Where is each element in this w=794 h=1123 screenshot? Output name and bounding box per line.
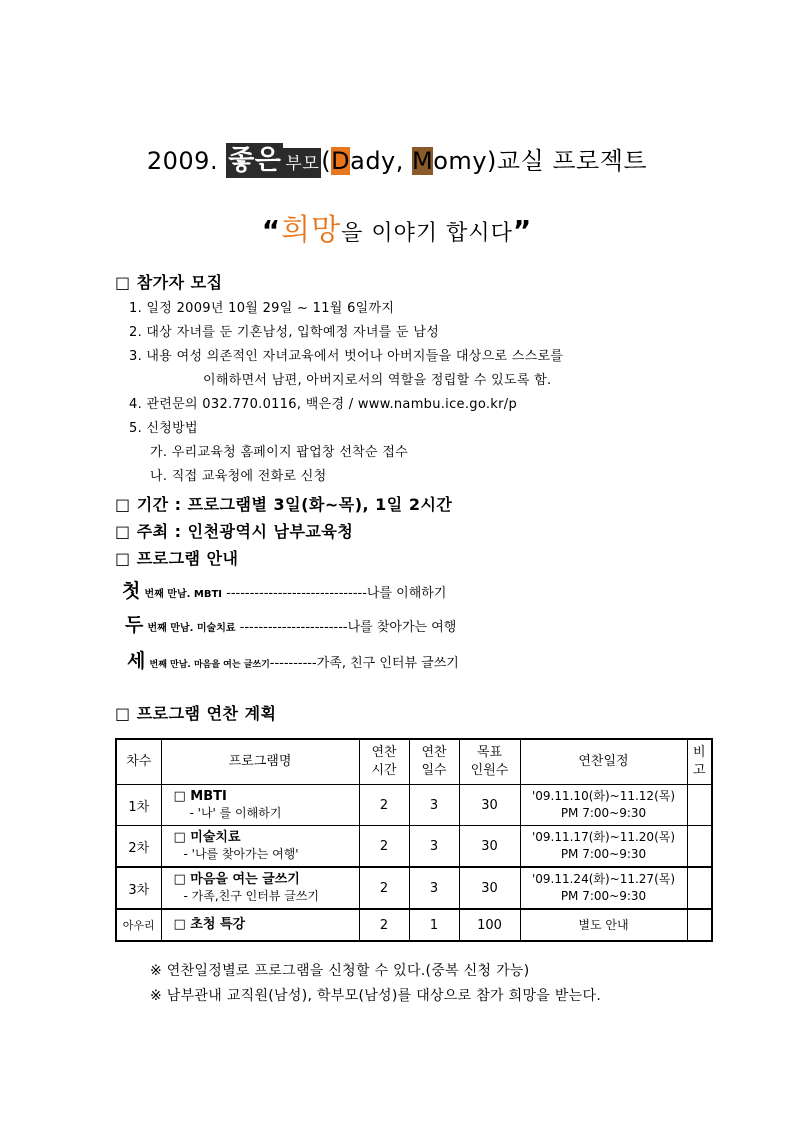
cell-round: 3차 [116,867,161,909]
cell-target: 30 [459,867,520,909]
cell-round: 2차 [116,826,161,868]
schedule-date: '09.11.17(화)~11.20(목) [531,830,676,844]
schedule-time: PM 7:00~9:30 [560,806,647,820]
title-highlight-good: 좋은 [228,145,282,176]
cell-days: 3 [409,867,459,909]
guide-dashes: ------------------------------ [222,586,367,601]
title-highlight-parents: 부모 [283,148,321,178]
cell-schedule [520,826,687,868]
footnote-1: ※ 연찬일정별로 프로그램을 신청할 수 있다.(중복 신청 가능) [150,963,530,979]
guide-desc: 나를 찾아가는 여행 [347,620,457,635]
cell-target: 30 [459,785,520,826]
title-letter-d: D [331,147,351,175]
plan-table [115,738,713,942]
guide-dashes: ---------- [269,656,317,671]
cell-program [161,867,359,909]
table-row [116,867,712,909]
cell-schedule [520,867,687,909]
subtitle-hope: 희망 [281,213,342,248]
cell-program [161,909,359,941]
guide-ordinal: 첫 [122,580,141,602]
recruit-item-method: 5. 신청방법 [129,421,198,436]
cell-target: 100 [459,909,520,941]
guide-heading: □ 프로그램 안내 [115,549,239,568]
guide-line [127,646,459,673]
cell-days: 3 [409,826,459,868]
cell-note [687,909,712,941]
plan-heading: □ 프로그램 연찬 계획 [115,704,277,723]
subtitle-close-quote: ” [512,214,533,247]
document-title [0,138,794,177]
header-hours: 연찬 시간 [359,739,409,785]
host-heading: □ 주최 : 인천광역시 남부교육청 [115,522,354,541]
title-letter-m: M [412,147,434,175]
guide-label: 번째 만남. MBTI [144,589,223,600]
title-rest: omy)교실 프로젝트 [433,147,648,175]
header-program: 프로그램명 [161,739,359,785]
program-name: □ 미술치료 [173,830,241,845]
guide-desc: 가족, 친구 인터뷰 글쓰기 [316,656,459,671]
footnote-2: ※ 남부관내 교직원(남성), 학부모(남성)를 대상으로 참가 희망을 받는다. [150,988,602,1004]
recruit-item-schedule: 1. 일정 2009년 10월 29일 ~ 11월 6일까지 [129,301,395,316]
guide-dashes: ----------------------- [235,620,348,635]
recruit-item-method-b: 나. 직접 교육청에 전화로 신청 [150,469,327,484]
recruit-heading: □ 참가자 모집 [115,273,223,292]
schedule-time: PM 7:00~9:30 [560,889,647,903]
cell-schedule [520,785,687,826]
recruit-item-contact: 4. 관련문의 032.770.0116, 백은경 / www.nambu.ice.go.kr/p [129,397,517,412]
guide-desc: 나를 이해하기 [366,586,447,601]
period-heading: □ 기간 : 프로그램별 3일(화~목), 1일 2시간 [115,495,453,514]
recruit-item-content: 3. 내용 여성 의존적인 자녀교육에서 벗어나 아버지들을 대상으로 스스로를 [129,349,564,364]
title-open-paren: ( [321,147,332,175]
cell-hours: 2 [359,785,409,826]
program-sub: - '나를 찾아가는 여행' [183,847,299,861]
cell-program [161,785,359,826]
schedule-time: PM 7:00~9:30 [560,847,647,861]
cell-note [687,867,712,909]
header-schedule: 연찬일정 [520,739,687,785]
header-round: 차수 [116,739,161,785]
program-sub: - 가족,친구 인터뷰 글쓰기 [183,889,320,903]
cell-target: 30 [459,826,520,868]
header-target: 목표 인원수 [459,739,520,785]
schedule-date: '09.11.24(화)~11.27(목) [531,872,676,886]
program-name: □ MBTI [173,789,227,804]
schedule-date: '09.11.10(화)~11.12(목) [531,789,676,803]
header-note: 비 고 [687,739,712,785]
cell-note [687,826,712,868]
header-days: 연찬 일수 [409,739,459,785]
table-row [116,909,712,941]
subtitle-rest: 을 이야기 합시다 [341,221,513,246]
subtitle-open-quote: “ [261,214,282,247]
guide-line [122,576,446,603]
cell-days: 1 [409,909,459,941]
title-year: 2009. [146,147,219,175]
cell-round: 아우리 [116,909,161,941]
cell-schedule: 별도 안내 [520,909,687,941]
program-sub: - '나' 를 이해하기 [189,806,282,820]
program-name: □ 마음을 여는 글쓰기 [173,872,300,887]
recruit-item-content-cont: 이해하면서 남편, 아버지로서의 역할을 정립할 수 있도록 함. [203,373,552,388]
guide-ordinal: 세 [127,650,146,672]
guide-line [125,610,456,637]
cell-round: 1차 [116,785,161,826]
recruit-item-target: 2. 대상 자녀를 둔 기혼남성, 입학예정 자녀를 둔 남성 [129,325,440,340]
cell-days: 3 [409,785,459,826]
cell-note [687,785,712,826]
document-subtitle [0,205,794,249]
table-row [116,826,712,868]
cell-hours: 2 [359,826,409,868]
cell-hours: 2 [359,909,409,941]
recruit-item-method-a: 가. 우리교육청 홈페이지 팝업창 선착순 접수 [150,445,409,460]
cell-program [161,826,359,868]
cell-hours: 2 [359,867,409,909]
table-row [116,785,712,826]
guide-label: 번째 만남. 마음을 여는 글쓰기 [149,660,270,670]
program-name: □ 초청 특강 [173,917,246,932]
guide-ordinal: 두 [125,614,144,636]
guide-label: 번째 만남. 미술치료 [147,623,236,634]
title-ady: ady, [350,147,404,175]
table-header-row [116,739,712,785]
